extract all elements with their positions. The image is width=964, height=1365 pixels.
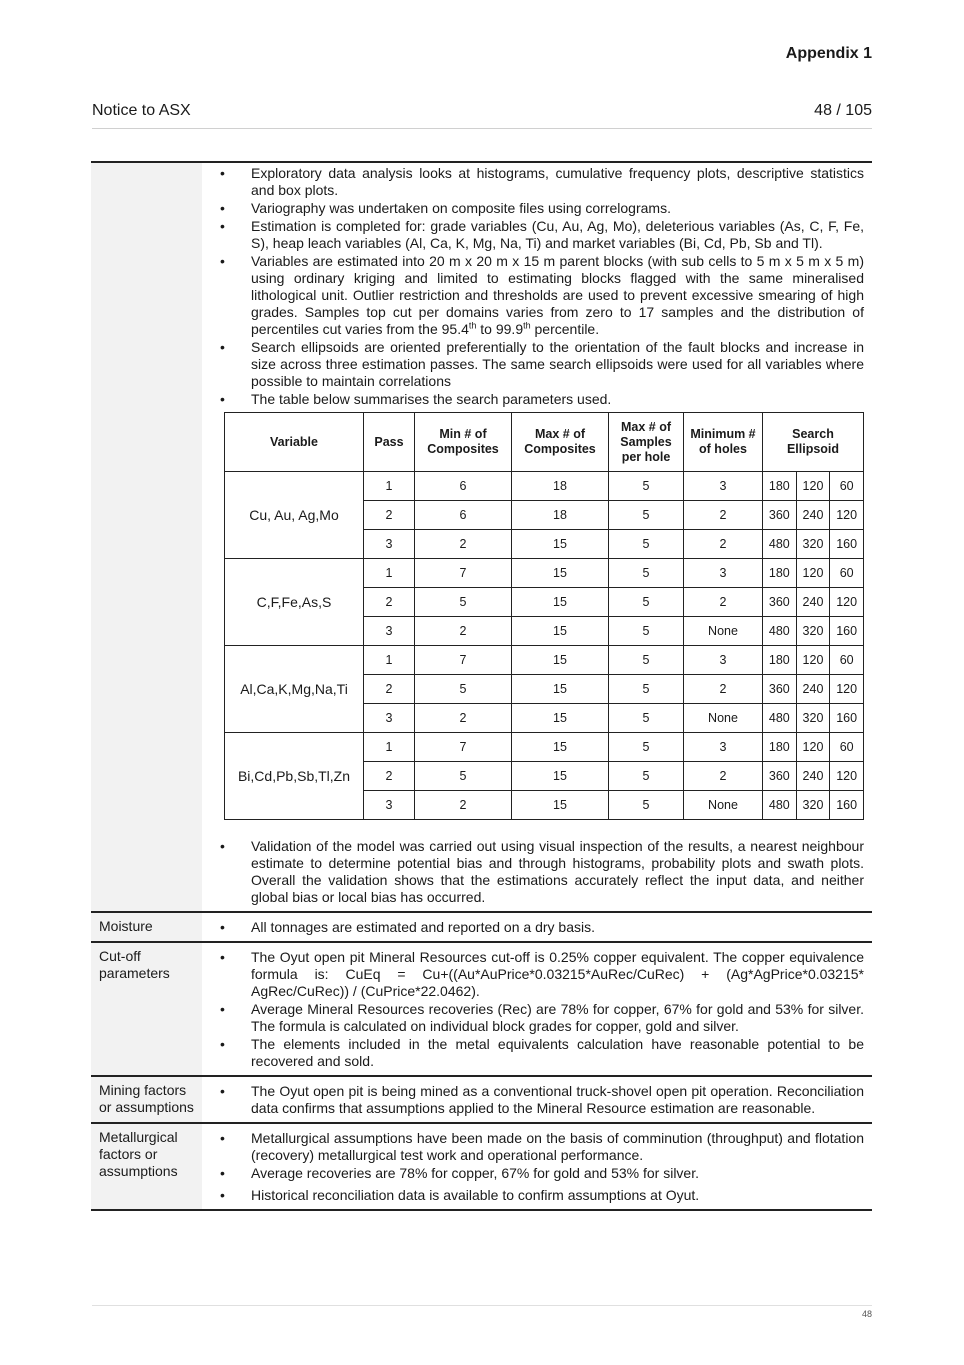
footer-rule <box>92 1305 872 1306</box>
table-cell: 2 <box>684 762 763 791</box>
row-label <box>91 162 202 912</box>
footer-page-number: 48 <box>861 1309 872 1319</box>
bullet-list <box>214 838 864 906</box>
table-row <box>225 733 864 762</box>
appendix-label: Appendix 1 <box>785 45 872 62</box>
table-cell: 15 <box>512 762 609 791</box>
table-cell: 2 <box>364 675 415 704</box>
table-cell: 15 <box>512 646 609 675</box>
table-cell: 120 <box>796 559 830 588</box>
table-cell: 5 <box>609 617 684 646</box>
table-cell: 360 <box>763 588 797 617</box>
bullet-list <box>214 165 864 408</box>
table-cell: 6 <box>415 501 512 530</box>
table-cell: 3 <box>364 791 415 820</box>
row-content <box>202 912 872 942</box>
table-cell: 5 <box>609 530 684 559</box>
list-item: • The Oyut open pit is being mined as a conventional truck-shovel open pit operation. Reconciliation data confirms that assumptions applied to the Mineral Resource estimation are reasonable. <box>214 1083 864 1117</box>
table-cell: 5 <box>609 791 684 820</box>
bullet-list <box>214 1083 864 1117</box>
table-cell: 5 <box>415 675 512 704</box>
table-cell: 160 <box>830 617 864 646</box>
table-cell: 180 <box>763 559 797 588</box>
table-cell: 360 <box>763 762 797 791</box>
row-content <box>202 1076 872 1123</box>
table-cell: 5 <box>415 588 512 617</box>
table-cell: 60 <box>830 472 864 501</box>
table-cell: 160 <box>830 704 864 733</box>
list-item: • Estimation is completed for: grade variables (Cu, Au, Ag, Mo), deleterious variables (As, C, F, Fe, S), heap leach variables (Al, Ca, K, Mg, Na, Ti) and market variables (Bi, Cd, Pb, Sb and Tl). <box>214 218 864 252</box>
table-row <box>225 472 864 501</box>
cutoff-row <box>91 942 872 1076</box>
table-cell: 320 <box>796 791 830 820</box>
table-cell: None <box>684 704 763 733</box>
table-cell: 120 <box>796 646 830 675</box>
table-cell: 120 <box>830 588 864 617</box>
table-cell: 15 <box>512 588 609 617</box>
table-cell: 1 <box>364 559 415 588</box>
col-header: Max # of Samples per hole <box>609 413 684 472</box>
table-cell: 5 <box>609 646 684 675</box>
table-cell: 240 <box>796 762 830 791</box>
table-cell: 5 <box>415 762 512 791</box>
list-item: • Validation of the model was carried out using visual inspection of the results, a nearest neighbour estimate to determine potential bias and through histograms, probability plots and swath plots. Overall the validation shows that the estimations accurately reflect the input data, and neither global bias or local bias has occurred. <box>214 838 864 906</box>
moisture-row <box>91 912 872 942</box>
col-header: Pass <box>364 413 415 472</box>
table-cell: 2 <box>364 762 415 791</box>
table-cell: 360 <box>763 675 797 704</box>
table-cell: 15 <box>512 791 609 820</box>
table-cell: 3 <box>684 472 763 501</box>
variable-cell: Bi,Cd,Pb,Sb,Tl,Zn <box>225 733 364 820</box>
variable-cell: Cu, Au, Ag,Mo <box>225 472 364 559</box>
table-cell: 7 <box>415 646 512 675</box>
col-header: Search Ellipsoid <box>763 413 864 472</box>
table-cell: 15 <box>512 733 609 762</box>
table-cell: None <box>684 791 763 820</box>
list-item: • All tonnages are estimated and reported on a dry basis. <box>214 919 864 936</box>
list-item: • Average recoveries are 78% for copper, 67% for gold and 53% for silver. <box>214 1165 864 1182</box>
notice-title: Notice to ASX <box>92 102 191 119</box>
page-header <box>92 102 872 129</box>
table-cell: 15 <box>512 617 609 646</box>
table-cell: 320 <box>796 704 830 733</box>
row-content <box>202 162 872 912</box>
variable-cell: C,F,Fe,As,S <box>225 559 364 646</box>
col-header: Min # of Composites <box>415 413 512 472</box>
col-header: Variable <box>225 413 364 472</box>
row-label: Metallurgical factors or assumptions <box>91 1123 202 1210</box>
table-cell: 1 <box>364 472 415 501</box>
row-label: Cut-off parameters <box>91 942 202 1076</box>
table-cell: 5 <box>609 675 684 704</box>
list-item: • The table below summarises the search parameters used. <box>214 391 864 408</box>
table-cell: 3 <box>364 617 415 646</box>
table-cell: 180 <box>763 646 797 675</box>
table-cell: 5 <box>609 704 684 733</box>
estimation-row <box>91 162 872 912</box>
table-cell: 3 <box>364 530 415 559</box>
list-item: • Exploratory data analysis looks at histograms, cumulative frequency plots, descriptive statistics and box plots. <box>214 165 864 199</box>
table-cell: 3 <box>684 733 763 762</box>
table-cell: 5 <box>609 762 684 791</box>
table-cell: 6 <box>415 472 512 501</box>
table-cell: 2 <box>364 588 415 617</box>
table-cell: 3 <box>684 559 763 588</box>
table-cell: 120 <box>830 501 864 530</box>
table-cell: 120 <box>796 472 830 501</box>
table-cell: 2 <box>684 588 763 617</box>
row-content <box>202 942 872 1076</box>
table-cell: 2 <box>684 501 763 530</box>
table-cell: 2 <box>684 675 763 704</box>
table-cell: 2 <box>415 530 512 559</box>
table-cell: 5 <box>609 588 684 617</box>
table-row <box>225 646 864 675</box>
table-cell: 15 <box>512 675 609 704</box>
table-cell: 480 <box>763 704 797 733</box>
row-content <box>202 1123 872 1210</box>
bullet-list <box>214 1130 864 1204</box>
list-item: • Variography was undertaken on composite files using correlograms. <box>214 200 864 217</box>
table-row <box>225 559 864 588</box>
variable-cell: Al,Ca,K,Mg,Na,Ti <box>225 646 364 733</box>
row-label: Mining factors or assumptions <box>91 1076 202 1123</box>
bullet-list <box>214 949 864 1070</box>
table-cell: 160 <box>830 530 864 559</box>
page-count: 48 / 105 <box>814 102 872 119</box>
table-cell: 1 <box>364 646 415 675</box>
table-cell: 160 <box>830 791 864 820</box>
search-parameters-table <box>224 412 864 820</box>
col-header: Max # of Composites <box>512 413 609 472</box>
table-cell: 18 <box>512 501 609 530</box>
table-cell: 240 <box>796 588 830 617</box>
table-cell: 60 <box>830 559 864 588</box>
table-cell: 7 <box>415 733 512 762</box>
table-cell: 60 <box>830 733 864 762</box>
table-cell: 320 <box>796 617 830 646</box>
list-item: • Average Mineral Resources recoveries (Rec) are 78% for copper, 67% for gold and 53% for silver. The formula is calculated on individual block grades for copper, gold and silver. <box>214 1001 864 1035</box>
col-header: Minimum # of holes <box>684 413 763 472</box>
table-cell: None <box>684 617 763 646</box>
table-cell: 5 <box>609 501 684 530</box>
mining-row <box>91 1076 872 1123</box>
table-cell: 2 <box>684 530 763 559</box>
table-cell: 5 <box>609 472 684 501</box>
table-cell: 2 <box>415 791 512 820</box>
table-cell: 480 <box>763 617 797 646</box>
table-cell: 15 <box>512 530 609 559</box>
table-cell: 480 <box>763 791 797 820</box>
row-label: Moisture <box>91 912 202 942</box>
metallurgical-row <box>91 1123 872 1210</box>
table-cell: 2 <box>415 704 512 733</box>
table-header-row <box>225 413 864 472</box>
list-item: • Metallurgical assumptions have been made on the basis of comminution (throughput) and flotation (recovery) metallurgical test work and operational performance. <box>214 1130 864 1164</box>
table-cell: 5 <box>609 733 684 762</box>
table-cell: 3 <box>364 704 415 733</box>
table-cell: 3 <box>684 646 763 675</box>
list-item: • The Oyut open pit Mineral Resources cut-off is 0.25% copper equivalent. The copper equivalence formula is: CuEq = Cu+((Au*AuPrice*0.03215*AuRec/CuRec) + (Ag*AgPrice*0.03215* AgRec/CuRec)) / (CuPrice*22.0462). <box>214 949 864 1000</box>
table-cell: 5 <box>609 559 684 588</box>
bullet-list <box>214 919 864 936</box>
table-cell: 2 <box>415 617 512 646</box>
table-cell: 18 <box>512 472 609 501</box>
jorc-table <box>91 161 872 1211</box>
table-cell: 180 <box>763 472 797 501</box>
table-cell: 2 <box>364 501 415 530</box>
list-item: • The elements included in the metal equivalents calculation have reasonable potential to be recovered and sold. <box>214 1036 864 1070</box>
table-cell: 180 <box>763 733 797 762</box>
table-cell: 15 <box>512 704 609 733</box>
table-body <box>225 472 864 820</box>
table-cell: 240 <box>796 675 830 704</box>
table-cell: 120 <box>830 762 864 791</box>
table-cell: 120 <box>830 675 864 704</box>
table-cell: 480 <box>763 530 797 559</box>
table-cell: 1 <box>364 733 415 762</box>
table-cell: 360 <box>763 501 797 530</box>
table-cell: 320 <box>796 530 830 559</box>
list-item: • Variables are estimated into 20 m x 20 m x 15 m parent blocks (with sub cells to 5 m x 5 m x 5 m) using ordinary kriging and limited to estimating blocks flagged with the same mineralised lithological unit. Outlier restriction and thresholds are used to prevent excessive smearing of high grades. Samples top cut per domains varies from zero to 17 samples and the distribution of percentiles cut varies from the 95.4th to 99.9th percentile. <box>214 253 864 338</box>
list-item: • Historical reconciliation data is available to confirm assumptions at Oyut. <box>214 1187 864 1204</box>
table-cell: 240 <box>796 501 830 530</box>
table-cell: 60 <box>830 646 864 675</box>
table-cell: 120 <box>796 733 830 762</box>
table-cell: 15 <box>512 559 609 588</box>
table-cell: 7 <box>415 559 512 588</box>
list-item: • Search ellipsoids are oriented preferentially to the orientation of the fault blocks and increase in size across three estimation passes. The same search ellipsoids were used for all variables where possible to maintain correlations <box>214 339 864 390</box>
